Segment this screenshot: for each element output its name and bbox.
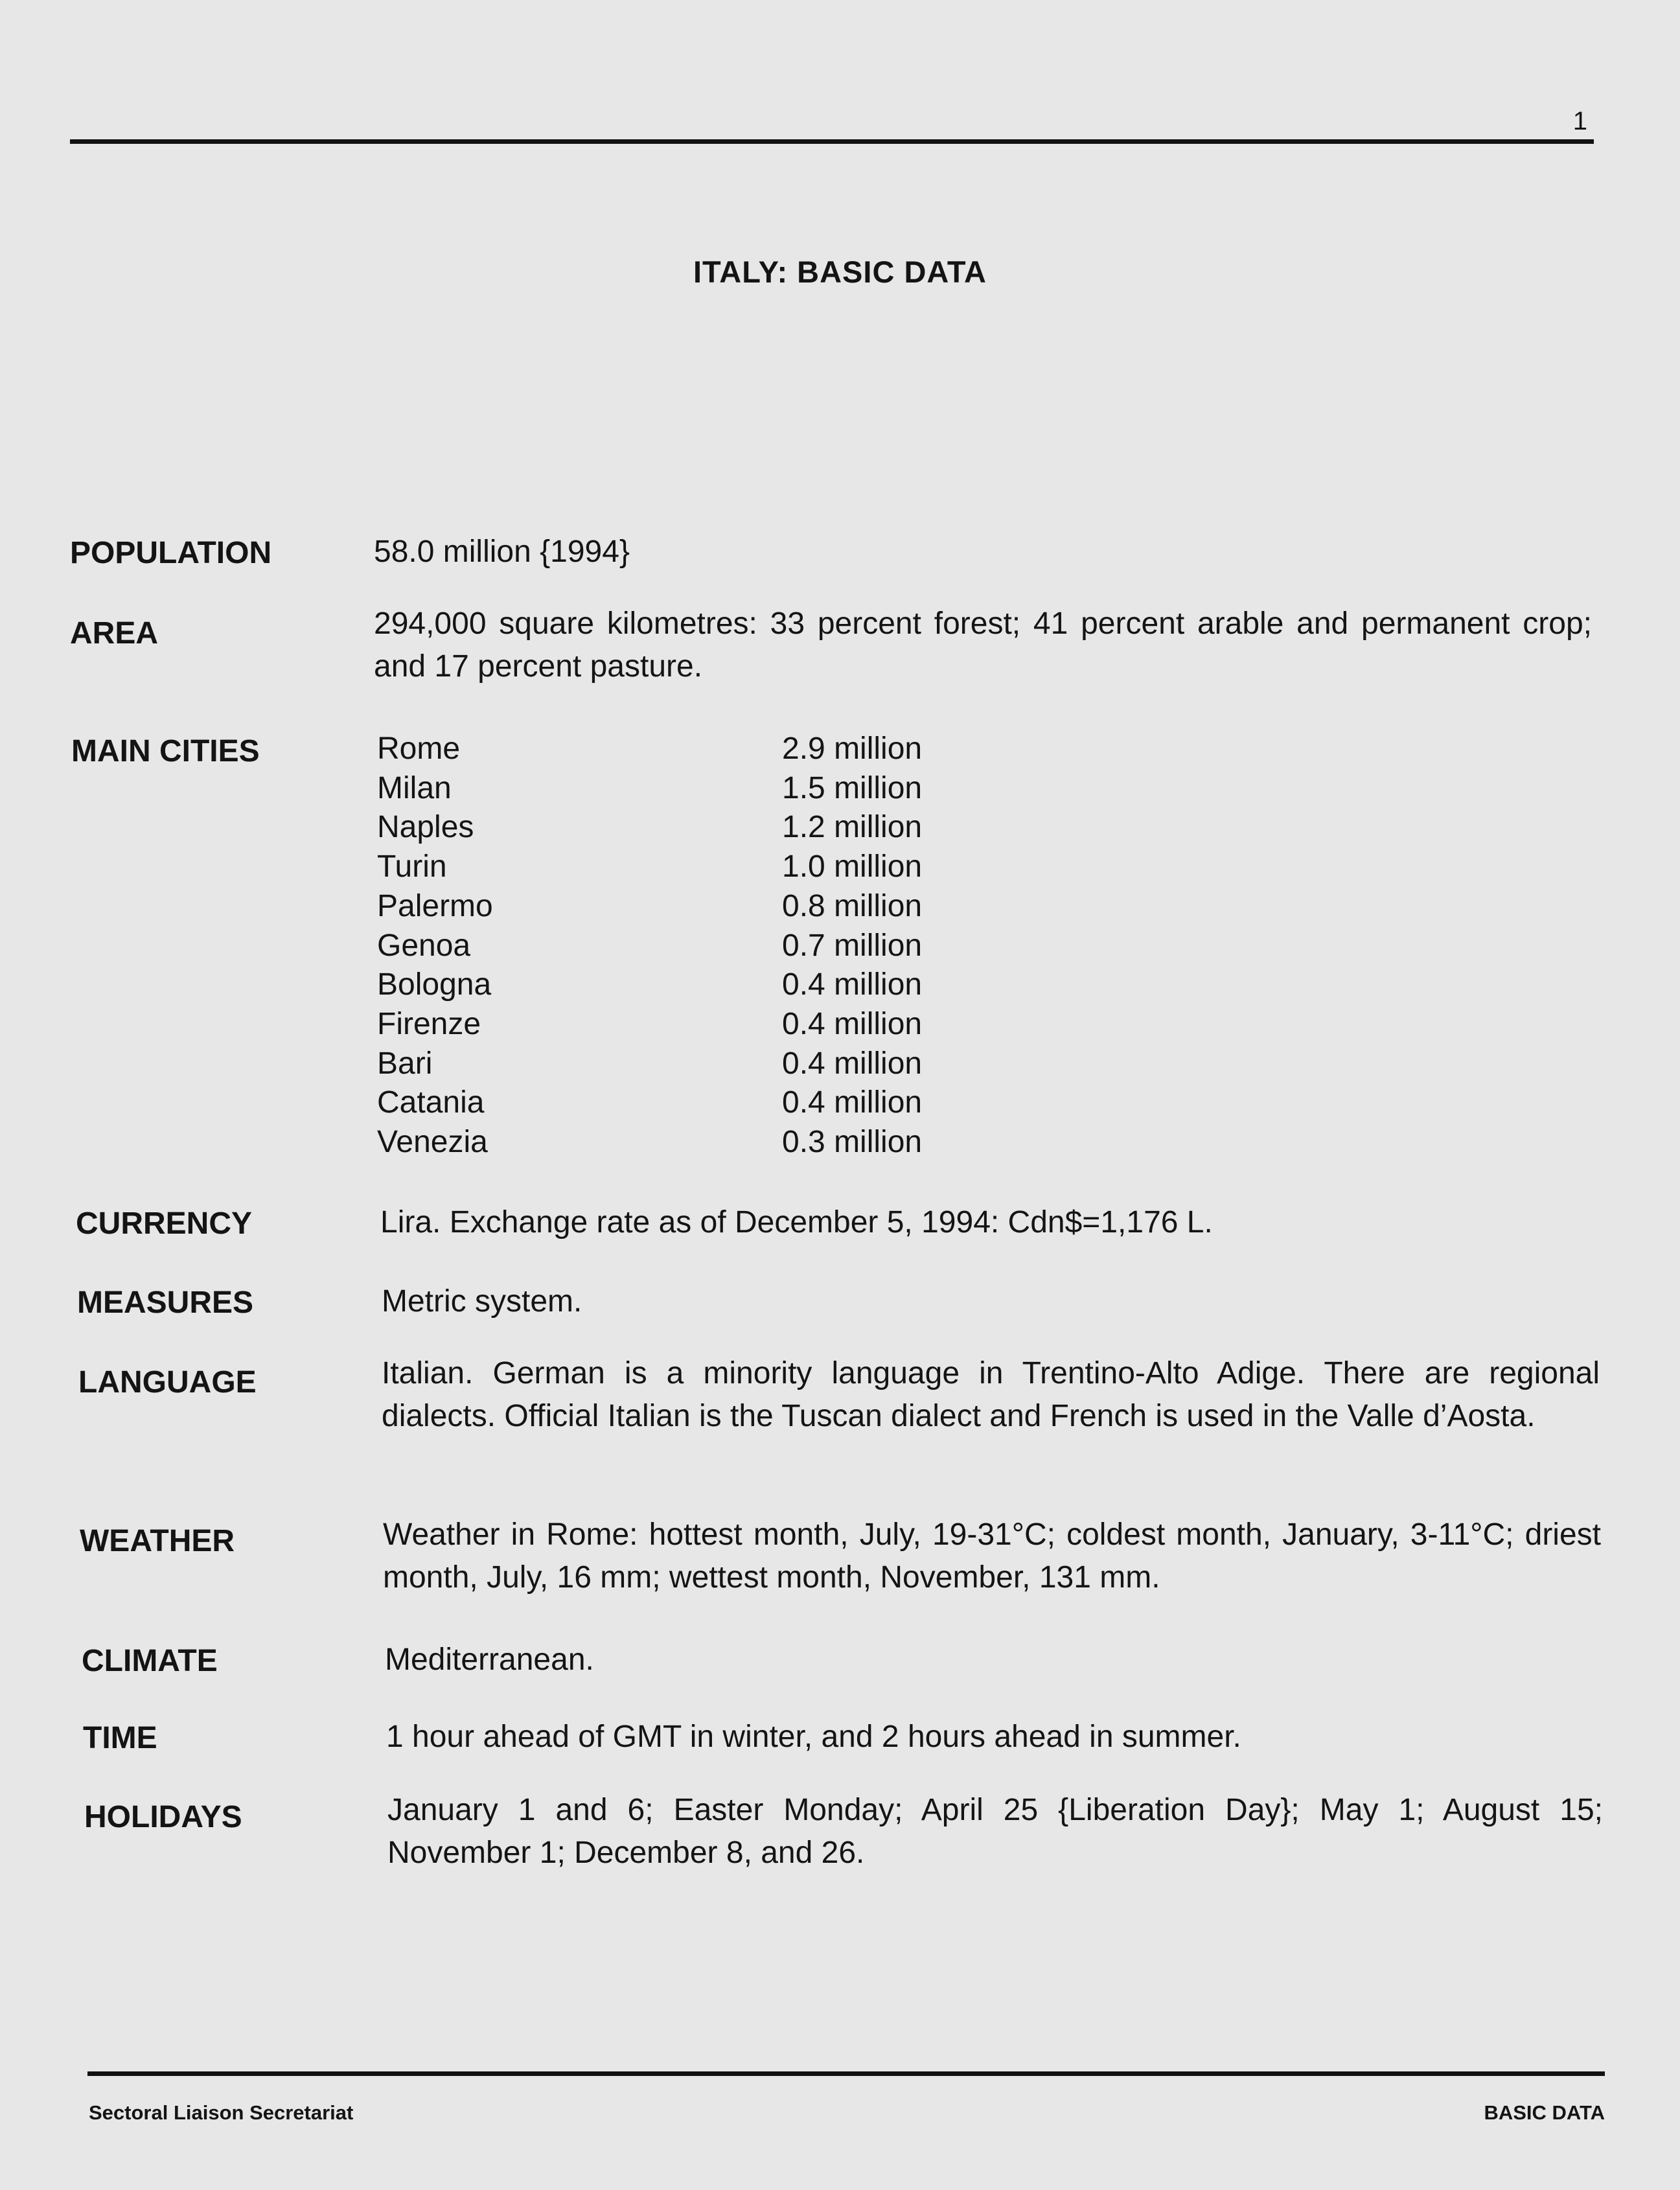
main-cities-list <box>377 730 1025 1162</box>
city-name: Bologna <box>377 967 492 1002</box>
list-item <box>377 965 1025 1005</box>
time-label: TIME <box>83 1721 157 1755</box>
list-item <box>377 887 1025 927</box>
list-item <box>377 730 1025 769</box>
list-item <box>377 769 1025 809</box>
city-population: 0.3 million <box>782 1125 923 1160</box>
city-population: 1.5 million <box>782 770 923 805</box>
city-name: Milan <box>377 770 452 805</box>
city-population: 0.7 million <box>782 928 923 963</box>
city-name: Rome <box>377 732 461 766</box>
footer-rule <box>87 2071 1605 2076</box>
city-name: Turin <box>377 849 447 884</box>
city-population: 1.2 million <box>782 810 923 845</box>
holidays-label: HOLIDAYS <box>84 1800 242 1834</box>
area-value: 294,000 square kilometres: 33 percent forest; 41 percent arable and permanent crop; and 17 percent pasture. <box>374 606 1592 684</box>
city-name: Venezia <box>377 1125 488 1160</box>
city-population: 0.4 million <box>782 1046 923 1081</box>
page-number: 1 <box>1572 107 1587 135</box>
population-label: POPULATION <box>70 536 272 570</box>
language-label: LANGUAGE <box>78 1365 257 1400</box>
measures-value: Metric system. <box>382 1284 582 1319</box>
weather-label: WEATHER <box>80 1524 235 1558</box>
city-population: 0.4 million <box>782 1006 923 1041</box>
holidays-value: January 1 and 6; Easter Monday; April 25 {Liberation Day}; May 1; August 15; November 1; December 8, and 26. <box>387 1793 1603 1870</box>
climate-label: CLIMATE <box>82 1644 218 1678</box>
city-population: 2.9 million <box>782 732 923 766</box>
city-population: 0.4 million <box>782 967 923 1002</box>
city-name: Naples <box>377 810 474 845</box>
list-item <box>377 1083 1025 1123</box>
city-name: Catania <box>377 1085 485 1120</box>
page-title: ITALY: BASIC DATA <box>693 255 987 289</box>
header-rule <box>70 139 1594 144</box>
city-name: Palermo <box>377 888 493 923</box>
list-item <box>377 927 1025 966</box>
list-item <box>377 847 1025 887</box>
list-item <box>377 1123 1025 1162</box>
time-value: 1 hour ahead of GMT in winter, and 2 hours ahead in summer. <box>386 1720 1241 1754</box>
city-name: Bari <box>377 1046 433 1081</box>
area-label: AREA <box>70 616 159 651</box>
list-item <box>377 808 1025 847</box>
weather-value: Weather in Rome: hottest month, July, 19-31°C; coldest month, January, 3-11°C; driest month, July, 16 mm; wettest month, November, 131 mm. <box>383 1517 1601 1595</box>
city-name: Firenze <box>377 1006 481 1041</box>
city-population: 1.0 million <box>782 849 923 884</box>
city-name: Genoa <box>377 928 471 963</box>
list-item <box>377 1005 1025 1044</box>
city-population: 0.8 million <box>782 888 923 923</box>
city-population: 0.4 million <box>782 1085 923 1120</box>
list-item <box>377 1044 1025 1084</box>
main-cities-label: MAIN CITIES <box>71 734 260 768</box>
currency-value: Lira. Exchange rate as of December 5, 1994: Cdn$=1,176 L. <box>380 1205 1213 1239</box>
climate-value: Mediterranean. <box>385 1642 594 1677</box>
footer-left: Sectoral Liaison Secretariat <box>89 2101 354 2124</box>
currency-label: CURRENCY <box>76 1206 253 1241</box>
measures-label: MEASURES <box>77 1285 254 1320</box>
language-value: Italian. German is a minority language in Trentino-Alto Adige. There are regional dialects. Official Italian is the Tuscan dialect and French is used in the Valle d’Aosta. <box>382 1356 1600 1433</box>
footer-right: BASIC DATA <box>1484 2101 1605 2124</box>
population-value: 58.0 million {1994} <box>374 535 630 569</box>
